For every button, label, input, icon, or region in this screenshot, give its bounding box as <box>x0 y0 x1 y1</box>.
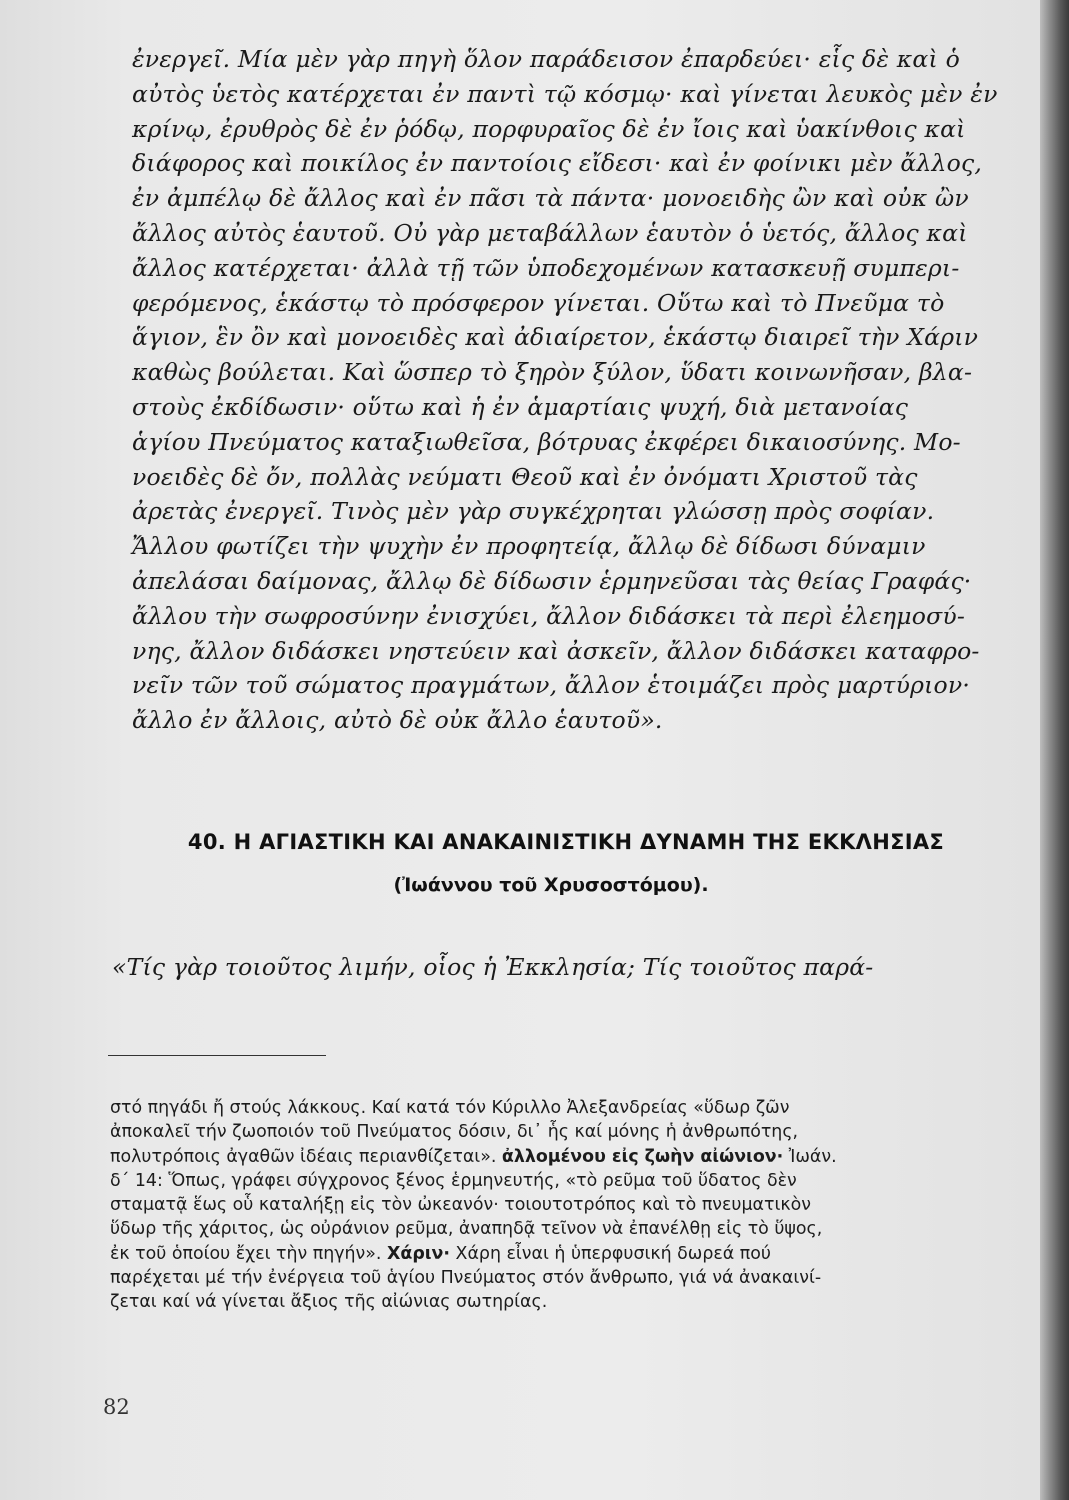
footnote-line: στό πηγάδι ἤ στούς λάκκους. Καί κατά τόν Κύριλλο Ἀλεξανδρείας «ὕδωρ ζῶν <box>110 1098 790 1118</box>
text-line: φερόμενος, ἑκάστῳ τὸ πρόσφερον γίνεται. Οὕτω καὶ τὸ Πνεῦμα τὸ <box>132 288 945 317</box>
footnote-line: ἀποκαλεῖ τήν ζωοποιόν τοῦ Πνεύματος δόσιν, δι᾿ ἧς καί μόνης ἡ ἀνθρωπότης, <box>110 1122 799 1143</box>
page-number: 82 <box>103 1395 130 1419</box>
quote-line: «Τίς γὰρ τοιοῦτος λιμήν, οἷος ἡ Ἐκκλησία; Τίς τοιοῦτος παρά- <box>112 953 874 981</box>
footnote-line: δ´ 14: Ὅπως, γράφει σύγχρονος ξένος ἑρμηνευτής, «τὸ ρεῦμα τοῦ ὕδατος δὲν <box>110 1170 797 1191</box>
text-line: ἄλλος αὐτὸς ἑαυτοῦ. Οὐ γὰρ μεταβάλλων ἑαυτὸν ὁ ὑετός, ἄλλος καὶ <box>132 218 968 247</box>
footnote-text: πολυτρόποις ἀγαθῶν ἰδέαις περιανθίζεται». <box>110 1146 497 1167</box>
text-line: νοειδὲς δὲ ὄν, πολλὰς νεύματι Θεοῦ καὶ ἐν ὀνόματι Χριστοῦ τὰς <box>132 462 918 491</box>
footnote-text: Χάρη εἶναι ἡ ὑπερφυσική δωρεά πού <box>455 1243 771 1264</box>
text-line: στοὺς ἐκδίδωσιν· οὕτω καὶ ἡ ἐν ἁμαρτίαις ψυχή, διὰ μετανοίας <box>132 392 909 421</box>
footnote-line: ὕδωρ τῆς χάριτος, ὡς οὐράνιον ρεῦμα, ἀναπηδᾷ τεῖνον νὰ ἐπανέλθῃ εἰς τὸ ὕψος, <box>110 1219 823 1240</box>
footnote-text: Ἰωάν. <box>788 1146 837 1167</box>
text-line: ἀρετὰς ἐνεργεῖ. Τινὸς μὲν γὰρ συγκέχρηται γλώσσῃ πρὸς σοφίαν. <box>132 497 935 526</box>
footnote-line <box>110 1242 1000 1266</box>
section-subheading: (Ἰωάννου τοῦ Χρυσοστόμου). <box>393 874 709 896</box>
text-line: ἄλλου τὴν σωφροσύνην ἐνισχύει, ἄλλον διδάσκει τὰ περὶ ἐλεημοσύ- <box>132 601 965 630</box>
text-line: ἐνεργεῖ. Μία μὲν γὰρ πηγὴ ὅλον παράδεισον ἐπαρδεύει· εἷς δὲ καὶ ὁ <box>132 45 960 73</box>
text-line: διάφορος καὶ ποικίλος ἐν παντοίοις εἴδεσι· καὶ ἐν φοίνικι μὲν ἄλλος, <box>132 149 983 178</box>
text-line: ἀπελάσαι δαίμονας, ἄλλῳ δὲ δίδωσιν ἑρμηνεῦσαι τὰς θείας Γραφάς· <box>132 566 972 595</box>
text-line: ἄλλος κατέρχεται· ἀλλὰ τῇ τῶν ὑποδεχομένων κατασκευῇ συμπερι- <box>132 253 960 282</box>
text-line: ἁγίου Πνεύματος καταξιωθεῖσα, βότρυας ἐκφέρει δικαιοσύνης. Μο- <box>132 427 961 456</box>
page-edge-shadow <box>1040 0 1069 1500</box>
footnote-block <box>110 1096 1000 1315</box>
footnote-line: παρέχεται μέ τήν ἐνέργεια τοῦ ἁγίου Πνεύματος στόν ἄνθρωπο, γιά νά ἀνακαινί- <box>110 1268 822 1289</box>
footnote-line: σταματᾷ ἕως οὗ καταλήξῃ εἰς τὸν ὠκεανόν· τοιουτοτρόπος καὶ τὸ πνευματικὸν <box>110 1195 811 1216</box>
footnote-bold-term: Χάριν· <box>386 1243 451 1264</box>
text-line: ἄλλο ἐν ἄλλοις, αὐτὸ δὲ οὐκ ἄλλο ἑαυτοῦ». <box>132 706 663 735</box>
text-line: ἐν ἀμπέλῳ δὲ ἄλλος καὶ ἐν πᾶσι τὰ πάντα· μονοειδὴς ὢν καὶ οὐκ ὢν <box>132 184 969 213</box>
footnote-line <box>110 1145 1000 1169</box>
text-line: Ἄλλου φωτίζει τὴν ψυχὴν ἐν προφητείᾳ, ἄλλῳ δὲ δίδωσι δύναμιν <box>132 532 926 561</box>
footnote-divider <box>108 1055 326 1056</box>
main-text-block <box>132 42 1022 738</box>
text-line: νης, ἄλλον διδάσκει νηστεύειν καὶ ἀσκεῖν, ἄλλον διδάσκει καταφρο- <box>132 636 980 665</box>
footnote-bold-term: ἀλλομένου εἰς ζωὴν αἰώνιον· <box>501 1146 784 1167</box>
text-line: καθὼς βούλεται. Καὶ ὥσπερ τὸ ξηρὸν ξύλον, ὕδατι κοινωνῆσαν, βλα- <box>132 358 973 387</box>
footnote-text: ἐκ τοῦ ὁποίου ἔχει τὴν πηγήν». <box>110 1243 382 1264</box>
footnote-line: ζεται καί νά γίνεται ἄξιος τῆς αἰώνιας σωτηρίας. <box>110 1292 548 1313</box>
text-line: κρίνῳ, ἐρυθρὸς δὲ ἐν ῥόδῳ, πορφυραῖος δὲ ἐν ἴοις καὶ ὑακίνθοις καὶ <box>132 114 966 143</box>
text-line: αὐτὸς ὑετὸς κατέρχεται ἐν παντὶ τῷ κόσμῳ· καὶ γίνεται λευκὸς μὲν ἐν <box>132 79 998 108</box>
text-line: ἅγιον, ἓν ὂν καὶ μονοειδὲς καὶ ἀδιαίρετον, ἑκάστῳ διαιρεῖ τὴν Χάριν <box>132 323 979 352</box>
text-line: νεῖν τῶν τοῦ σώματος πραγμάτων, ἄλλον ἑτοιμάζει πρὸς μαρτύριον· <box>132 671 971 700</box>
section-heading: 40. Η ΑΓΙΑΣΤΙΚΗ ΚΑΙ ΑΝΑΚΑΙΝΙΣΤΙΚΗ ΔΥΝΑΜΗ ΤΗΣ ΕΚΚΛΗΣΙΑΣ <box>187 830 945 854</box>
